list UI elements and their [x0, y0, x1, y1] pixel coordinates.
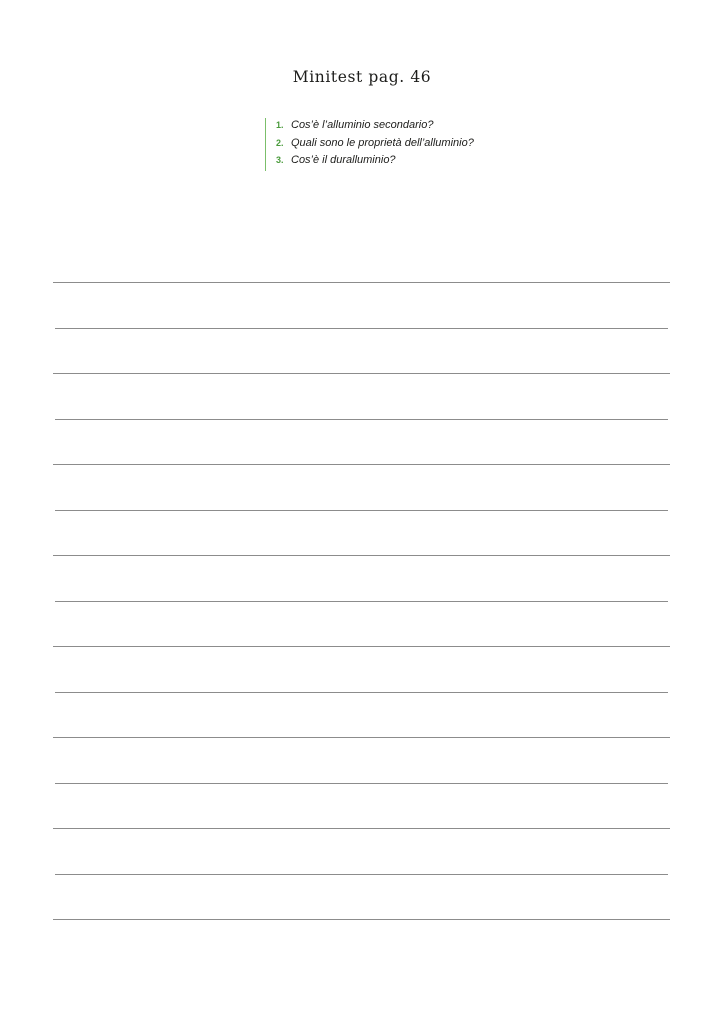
page-title: Minitest pag. 46 — [292, 68, 432, 86]
answer-line — [55, 328, 668, 329]
list-item — [276, 136, 506, 152]
question-list — [265, 118, 506, 171]
answer-line — [55, 783, 668, 784]
question-text: Quali sono le proprietà dell’alluminio? — [291, 136, 474, 149]
list-item — [276, 153, 506, 169]
question-text: Cos’è il duralluminio? — [291, 154, 396, 166]
answer-line — [53, 464, 670, 465]
answer-line — [55, 874, 668, 875]
question-number: 2. — [276, 137, 284, 148]
answer-line — [53, 646, 670, 647]
answer-line — [53, 282, 670, 283]
question-number: 1. — [276, 120, 284, 130]
list-item — [276, 118, 506, 134]
answer-line — [53, 919, 670, 920]
answer-line — [55, 510, 668, 511]
question-text: Cos’è l’alluminio secondario? — [291, 119, 434, 131]
answer-line — [55, 692, 668, 693]
answer-line — [55, 419, 668, 420]
answer-line — [53, 555, 670, 556]
answer-line — [55, 601, 668, 602]
answer-line — [53, 828, 670, 829]
answer-line — [53, 373, 670, 374]
answer-lines — [0, 282, 724, 922]
question-number: 3. — [276, 155, 284, 165]
answer-line — [53, 737, 670, 738]
